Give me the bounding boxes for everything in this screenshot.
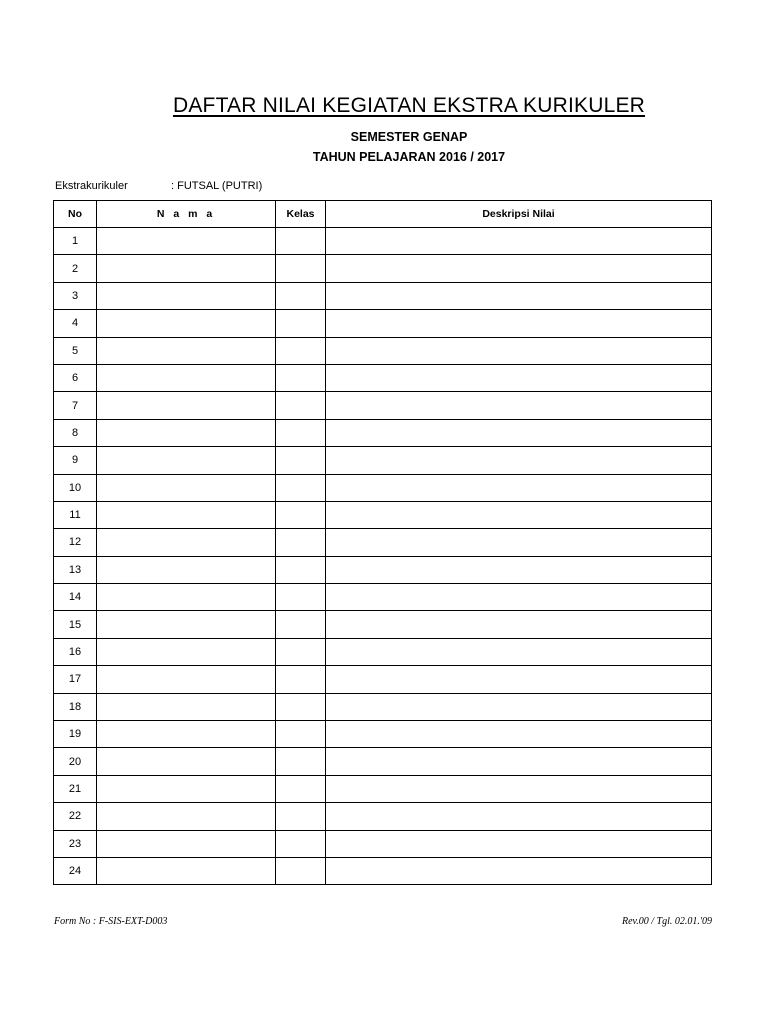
cell-no: 10 xyxy=(54,474,97,501)
cell-nama[interactable] xyxy=(97,584,276,611)
cell-nama[interactable] xyxy=(97,721,276,748)
cell-deskripsi[interactable] xyxy=(326,310,712,337)
cell-nama[interactable] xyxy=(97,638,276,665)
cell-nama[interactable] xyxy=(97,228,276,255)
cell-kelas[interactable] xyxy=(276,584,326,611)
cell-no: 7 xyxy=(54,392,97,419)
cell-kelas[interactable] xyxy=(276,748,326,775)
cell-kelas[interactable] xyxy=(276,666,326,693)
ekstrakurikuler-info xyxy=(55,180,262,192)
cell-deskripsi[interactable] xyxy=(326,337,712,364)
cell-nama[interactable] xyxy=(97,857,276,884)
table-row xyxy=(54,556,712,583)
cell-no: 8 xyxy=(54,419,97,446)
table-row xyxy=(54,611,712,638)
cell-kelas[interactable] xyxy=(276,830,326,857)
cell-nama[interactable] xyxy=(97,337,276,364)
document-title xyxy=(0,94,768,118)
cell-deskripsi[interactable] xyxy=(326,638,712,665)
cell-deskripsi[interactable] xyxy=(326,857,712,884)
table-body xyxy=(54,228,712,885)
cell-deskripsi[interactable] xyxy=(326,556,712,583)
grades-table xyxy=(53,200,712,885)
table-row xyxy=(54,638,712,665)
cell-no: 1 xyxy=(54,228,97,255)
cell-kelas[interactable] xyxy=(276,364,326,391)
table-row xyxy=(54,474,712,501)
cell-deskripsi[interactable] xyxy=(326,447,712,474)
cell-deskripsi[interactable] xyxy=(326,282,712,309)
table-row xyxy=(54,584,712,611)
cell-deskripsi[interactable] xyxy=(326,830,712,857)
cell-deskripsi[interactable] xyxy=(326,693,712,720)
cell-kelas[interactable] xyxy=(276,501,326,528)
table-row xyxy=(54,228,712,255)
cell-kelas[interactable] xyxy=(276,693,326,720)
form-number: Form No : F-SIS-EXT-D003 xyxy=(54,916,168,927)
ekstrakurikuler-value: : FUTSAL (PUTRI) xyxy=(171,180,263,192)
cell-kelas[interactable] xyxy=(276,228,326,255)
table-row xyxy=(54,666,712,693)
cell-nama[interactable] xyxy=(97,310,276,337)
document-title-text: DAFTAR NILAI KEGIATAN EKSTRA KURIKULER xyxy=(172,94,646,117)
cell-kelas[interactable] xyxy=(276,447,326,474)
cell-kelas[interactable] xyxy=(276,310,326,337)
header-nama: N a m a xyxy=(97,201,276,228)
table-row xyxy=(54,364,712,391)
cell-no: 4 xyxy=(54,310,97,337)
revision-info: Rev.00 / Tgl. 02.01.'09 xyxy=(622,916,712,927)
cell-nama[interactable] xyxy=(97,474,276,501)
table-row xyxy=(54,748,712,775)
table-row xyxy=(54,310,712,337)
cell-deskripsi[interactable] xyxy=(326,474,712,501)
cell-nama[interactable] xyxy=(97,693,276,720)
cell-kelas[interactable] xyxy=(276,611,326,638)
cell-nama[interactable] xyxy=(97,419,276,446)
header-deskripsi: Deskripsi Nilai xyxy=(326,201,712,228)
cell-no: 22 xyxy=(54,803,97,830)
table-row xyxy=(54,857,712,884)
table-row xyxy=(54,447,712,474)
cell-no: 17 xyxy=(54,666,97,693)
cell-no: 14 xyxy=(54,584,97,611)
cell-nama[interactable] xyxy=(97,611,276,638)
table-row xyxy=(54,501,712,528)
cell-deskripsi[interactable] xyxy=(326,419,712,446)
cell-nama[interactable] xyxy=(97,447,276,474)
cell-deskripsi[interactable] xyxy=(326,666,712,693)
cell-nama[interactable] xyxy=(97,282,276,309)
cell-kelas[interactable] xyxy=(276,721,326,748)
cell-kelas[interactable] xyxy=(276,638,326,665)
academic-year-label: TAHUN PELAJARAN 2016 / 2017 xyxy=(312,150,506,164)
header-kelas: Kelas xyxy=(276,201,326,228)
table-row xyxy=(54,693,712,720)
cell-nama[interactable] xyxy=(97,255,276,282)
cell-no: 11 xyxy=(54,501,97,528)
cell-kelas[interactable] xyxy=(276,282,326,309)
cell-no: 24 xyxy=(54,857,97,884)
cell-kelas[interactable] xyxy=(276,337,326,364)
table-header-row xyxy=(54,201,712,228)
cell-nama[interactable] xyxy=(97,748,276,775)
cell-kelas[interactable] xyxy=(276,529,326,556)
table-row xyxy=(54,803,712,830)
cell-deskripsi[interactable] xyxy=(326,228,712,255)
semester-label: SEMESTER GENAP xyxy=(350,130,468,144)
cell-kelas[interactable] xyxy=(276,255,326,282)
cell-no: 6 xyxy=(54,364,97,391)
table-row xyxy=(54,721,712,748)
table-row xyxy=(54,529,712,556)
cell-nama[interactable] xyxy=(97,775,276,802)
cell-nama[interactable] xyxy=(97,529,276,556)
cell-deskripsi[interactable] xyxy=(326,529,712,556)
cell-kelas[interactable] xyxy=(276,803,326,830)
cell-kelas[interactable] xyxy=(276,474,326,501)
cell-deskripsi[interactable] xyxy=(326,775,712,802)
cell-kelas[interactable] xyxy=(276,419,326,446)
table-row xyxy=(54,255,712,282)
ekstrakurikuler-label: Ekstrakurikuler xyxy=(55,180,128,192)
cell-deskripsi[interactable] xyxy=(326,584,712,611)
cell-nama[interactable] xyxy=(97,556,276,583)
cell-nama[interactable] xyxy=(97,392,276,419)
cell-nama[interactable] xyxy=(97,666,276,693)
cell-deskripsi[interactable] xyxy=(326,392,712,419)
table-row xyxy=(54,419,712,446)
table-row xyxy=(54,282,712,309)
cell-kelas[interactable] xyxy=(276,775,326,802)
cell-no: 13 xyxy=(54,556,97,583)
cell-no: 3 xyxy=(54,282,97,309)
cell-deskripsi[interactable] xyxy=(326,611,712,638)
cell-nama[interactable] xyxy=(97,501,276,528)
cell-no: 9 xyxy=(54,447,97,474)
header-no: No xyxy=(54,201,97,228)
cell-deskripsi[interactable] xyxy=(326,721,712,748)
table-row xyxy=(54,392,712,419)
cell-no: 2 xyxy=(54,255,97,282)
cell-no: 16 xyxy=(54,638,97,665)
cell-no: 19 xyxy=(54,721,97,748)
cell-deskripsi[interactable] xyxy=(326,803,712,830)
cell-no: 5 xyxy=(54,337,97,364)
cell-kelas[interactable] xyxy=(276,556,326,583)
cell-no: 20 xyxy=(54,748,97,775)
table-row xyxy=(54,337,712,364)
cell-kelas[interactable] xyxy=(276,392,326,419)
cell-nama[interactable] xyxy=(97,830,276,857)
table-row xyxy=(54,830,712,857)
cell-no: 23 xyxy=(54,830,97,857)
cell-nama[interactable] xyxy=(97,364,276,391)
cell-deskripsi[interactable] xyxy=(326,501,712,528)
cell-no: 18 xyxy=(54,693,97,720)
cell-kelas[interactable] xyxy=(276,857,326,884)
cell-deskripsi[interactable] xyxy=(326,255,712,282)
cell-no: 21 xyxy=(54,775,97,802)
cell-nama[interactable] xyxy=(97,803,276,830)
cell-no: 12 xyxy=(54,529,97,556)
cell-deskripsi[interactable] xyxy=(326,748,712,775)
table-row xyxy=(54,775,712,802)
cell-deskripsi[interactable] xyxy=(326,364,712,391)
cell-no: 15 xyxy=(54,611,97,638)
